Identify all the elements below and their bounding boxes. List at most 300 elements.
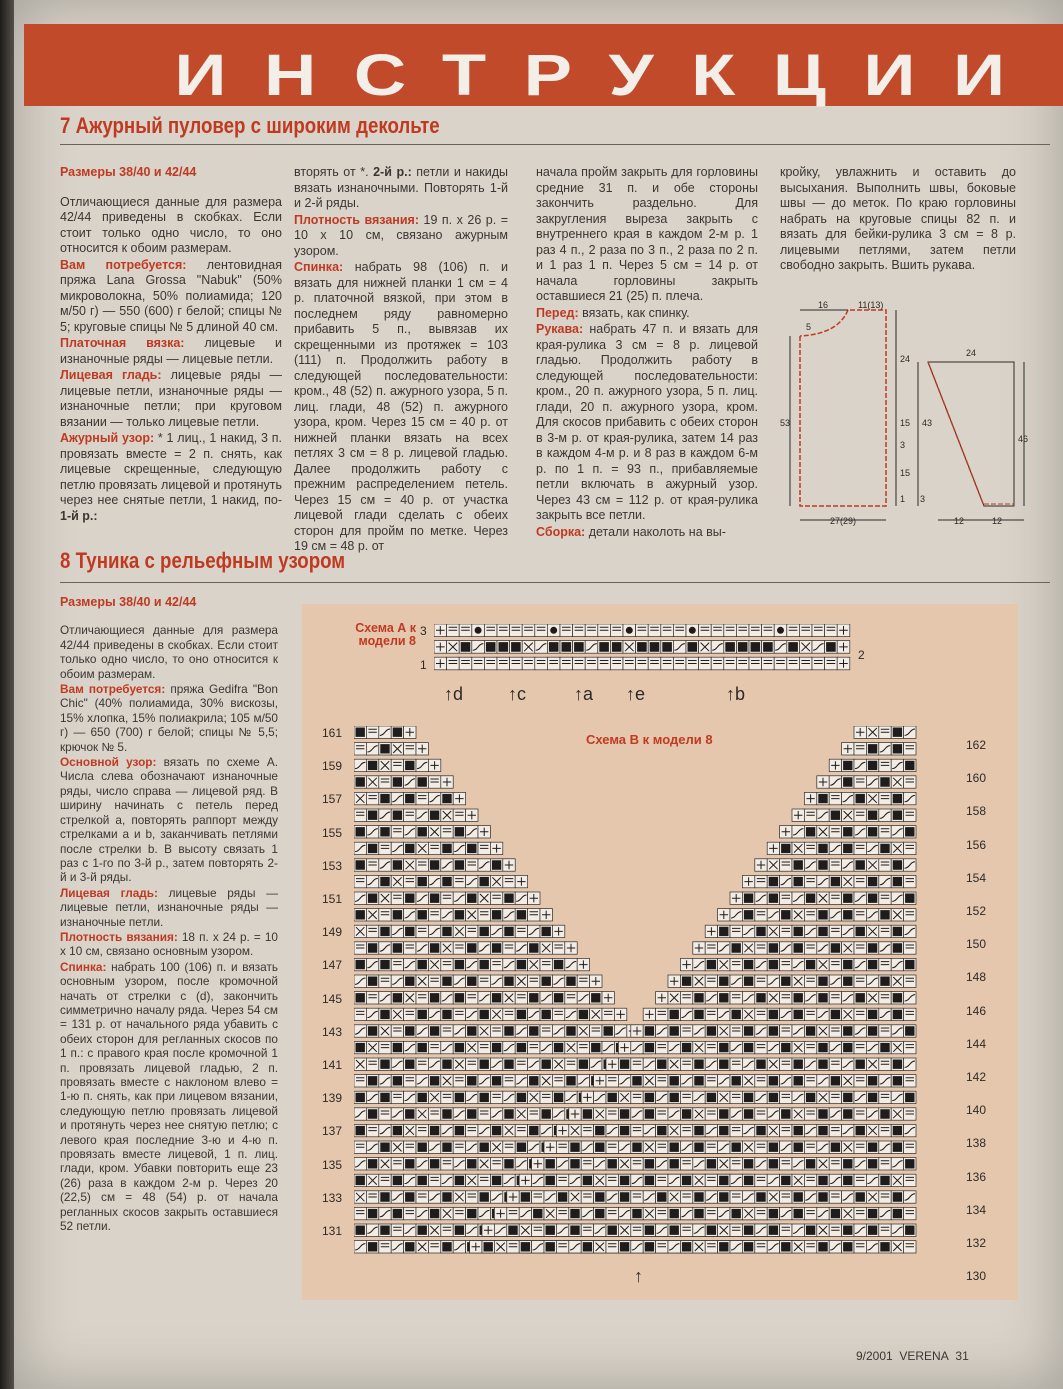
chart-symbol xyxy=(831,1209,839,1217)
chart-symbol xyxy=(893,1209,901,1217)
chart-symbol xyxy=(819,794,827,802)
chart-symbol xyxy=(356,960,364,968)
sizes-heading: Размеры 38/40 и 42/44 xyxy=(60,595,197,609)
chart-symbol xyxy=(443,927,451,935)
chart-symbol xyxy=(356,911,364,919)
chart-symbol xyxy=(418,911,426,919)
chart-symbol xyxy=(443,1010,451,1018)
chart-symbol xyxy=(393,911,401,919)
chart-symbol xyxy=(406,794,414,802)
chart-symbol xyxy=(567,1077,575,1085)
chart-symbol xyxy=(443,1193,451,1201)
chart-symbol xyxy=(769,877,777,885)
chart-symbol xyxy=(430,861,438,869)
chart-symbol xyxy=(769,1226,777,1234)
chart-symbol xyxy=(418,1143,426,1151)
chart-symbol xyxy=(806,1160,814,1168)
chart-symbol xyxy=(695,1193,703,1201)
chart-symbol xyxy=(868,745,876,753)
chart-symbol xyxy=(906,1160,914,1168)
chart-symbol xyxy=(751,643,760,652)
chart-symbol xyxy=(455,1126,463,1134)
chart-symbol xyxy=(381,828,389,836)
chart-symbol xyxy=(670,1226,678,1234)
chart-symbol xyxy=(542,1010,550,1018)
section7-column-3 xyxy=(536,165,758,541)
paragraph xyxy=(780,165,1016,274)
chart-symbol xyxy=(430,1027,438,1035)
chart-symbol xyxy=(893,994,901,1002)
chart-symbol xyxy=(893,927,901,935)
chart-symbol xyxy=(534,1209,542,1217)
chart-symbol xyxy=(517,1143,525,1151)
chart-symbol xyxy=(819,1243,827,1251)
chart-symbol xyxy=(600,643,609,652)
chart-symbol xyxy=(430,1077,438,1085)
row-number: 133 xyxy=(322,1190,343,1205)
chart-symbol xyxy=(583,1110,591,1118)
chart-symbol xyxy=(744,1176,752,1184)
sleeve-top: 24 xyxy=(966,348,977,358)
paragraph-text: 18 п. х 24 р. = 10 х 10 см, связано основным узором. xyxy=(60,929,278,959)
arrow-e: ↑e xyxy=(626,684,646,704)
paragraph-text: лицевые и изнаночные ряды — лицевые петли. xyxy=(60,336,282,366)
chart-symbol xyxy=(486,643,495,652)
chart-symbol xyxy=(645,1043,653,1051)
chart-symbol xyxy=(505,1027,513,1035)
arrow-a: ↑a xyxy=(574,684,594,704)
schem-armhole: 24 xyxy=(900,354,911,364)
chart-symbol xyxy=(744,977,752,985)
chart-symbol xyxy=(806,828,814,836)
chart-symbol xyxy=(744,960,752,968)
chart-symbol xyxy=(530,1126,538,1134)
paragraph xyxy=(60,195,282,257)
chart-symbol xyxy=(707,960,715,968)
scheme-a-row-3: 3 xyxy=(420,624,427,638)
chart-symbol xyxy=(443,1060,451,1068)
schem-top-left: 16 xyxy=(818,300,829,310)
row-number: 156 xyxy=(966,837,987,852)
chart-symbol xyxy=(893,745,901,753)
chart-symbol xyxy=(670,1010,678,1018)
chart-symbol xyxy=(430,944,438,952)
chart-symbol xyxy=(856,1193,864,1201)
chart-symbol xyxy=(881,778,889,786)
chart-symbol xyxy=(881,1176,889,1184)
chart-symbol xyxy=(682,1110,690,1118)
chart-symbol xyxy=(707,1027,715,1035)
chart-symbol xyxy=(881,1110,889,1118)
paragraph-text: лентовидная пряжа Lana Grossa "Nabuk" (50% микроволокна, 50% полиамида; 120 м/50 г) — 550 (600) г белой; спицы № 5; круговые спицы № 5 длиной 40 см. xyxy=(60,257,282,334)
chart-symbol xyxy=(381,794,389,802)
chart-symbol xyxy=(868,1027,876,1035)
chart-symbol xyxy=(769,944,777,952)
chart-symbol xyxy=(406,761,414,769)
chart-symbol xyxy=(418,1093,426,1101)
chart-symbol xyxy=(757,1126,765,1134)
paragraph-text: Отличающиеся данные для размера 42/44 приведены в скобках. Если стоит только одно число, то оно относится к обоим размерам. xyxy=(60,623,278,681)
section7-column-1 xyxy=(60,165,282,525)
chart-symbol xyxy=(645,1160,653,1168)
chart-symbol xyxy=(844,1027,852,1035)
chart-symbol xyxy=(455,1043,463,1051)
chart-symbol xyxy=(620,1110,628,1118)
chart-symbol xyxy=(418,877,426,885)
chart-symbol xyxy=(393,944,401,952)
chart-symbol xyxy=(688,643,697,652)
chart-symbol xyxy=(393,778,401,786)
paragraph-heading: Лицевая гладь: xyxy=(60,368,162,382)
scheme-a-row-2: 2 xyxy=(858,648,865,662)
row-number: 147 xyxy=(322,958,343,973)
chart-symbol xyxy=(480,1060,488,1068)
chart-symbol xyxy=(393,994,401,1002)
chart-symbol xyxy=(393,1043,401,1051)
chart-symbol xyxy=(356,778,364,786)
paragraph-text: набрать 47 п. и вязать для края-рулика 3 см = 8 р. лицевой гладью. Продолжить работу в следующей последовательности: кром., 20 п. ажурного узора, 5 п. лиц. глади, 20 п. ажурного узора, кром. Для скосов прибавить с обеих сторон в 3-м р. от края-рулика, затем 14 раз в каждом 4-м р. и 8 раз в каждом 6-м р. по 1 п. = 93 п., прибавляемые петли включать в ажурный узор. Через 43 см = 112 р. от края-рулика закрыть все петли. xyxy=(536,322,758,522)
row-number: 139 xyxy=(322,1091,343,1106)
chart-symbol xyxy=(856,794,864,802)
chart-symbol xyxy=(620,1060,628,1068)
chart-symbol xyxy=(782,1110,790,1118)
chart-symbol xyxy=(868,944,876,952)
paragraph-text: вязать, как спинку. xyxy=(578,305,690,320)
chart-symbol xyxy=(794,1126,802,1134)
chart-symbol xyxy=(868,1093,876,1101)
chart-symbol xyxy=(517,911,525,919)
chart-symbol xyxy=(856,861,864,869)
chart-symbol xyxy=(430,1160,438,1168)
chart-symbol xyxy=(368,1077,376,1085)
chart-symbol xyxy=(769,960,777,968)
row-number: 138 xyxy=(966,1136,987,1151)
chart-symbol xyxy=(827,643,836,652)
section7-rule xyxy=(60,144,1050,145)
chart-symbol xyxy=(720,1176,728,1184)
paragraph xyxy=(536,525,758,541)
paragraph xyxy=(294,165,508,212)
chart-symbol xyxy=(893,861,901,869)
paragraph-text: набрать 98 (106) п. и вязать для нижней планки 1 см = 4 р. платочной вязкой, при этом в последнем ряду равномерно прибавить 5 п., вывязав их скрещенными из протяжек = 103 (111) п. Продолжить работу в следующей последовательности: кром., 48 (52) п. ажурного узора, 5 п. лиц. глади, 48 (52) п. ажурного узора, кром. Через 15 см = 40 р. от нижней планки вязать на всех петлях 3 см = 8 р. лицевой гладью. Далее продолжить работу с прежним распределением петель. Через 15 см = 40 р. от участка лицевой глади сделать с обеих сторон для пройм по метке. Через 19 см = 48 р. от xyxy=(294,260,508,553)
chart-symbol xyxy=(393,1176,401,1184)
chart-symbol xyxy=(819,994,827,1002)
chart-symbol xyxy=(868,828,876,836)
paragraph-bold: 2-й р.: xyxy=(373,165,412,179)
chart-symbol xyxy=(881,1243,889,1251)
chart-symbol xyxy=(418,1176,426,1184)
chart-symbol xyxy=(906,761,914,769)
chart-symbol xyxy=(794,877,802,885)
chart-symbol xyxy=(831,877,839,885)
chart-symbol xyxy=(546,1243,554,1251)
chart-symbol xyxy=(906,828,914,836)
chart-symbol xyxy=(406,1193,414,1201)
chart-symbol xyxy=(558,1193,566,1201)
chart-symbol xyxy=(757,927,765,935)
chart-symbol xyxy=(819,927,827,935)
chart-symbol xyxy=(732,1143,740,1151)
chart-symbol xyxy=(492,1176,500,1184)
chart-symbol xyxy=(406,844,414,852)
chart-symbol xyxy=(517,1010,525,1018)
chart-symbol xyxy=(732,1209,740,1217)
chart-symbol xyxy=(418,1043,426,1051)
chart-symbol xyxy=(868,894,876,902)
chart-symbol xyxy=(844,894,852,902)
chart-symbol xyxy=(468,1027,476,1035)
schem-neck: 5 xyxy=(806,322,812,332)
paragraph xyxy=(294,260,508,555)
chart-symbol xyxy=(567,1027,575,1035)
chart-symbol xyxy=(806,960,814,968)
chart-symbol xyxy=(406,1027,414,1035)
chart-symbol xyxy=(794,861,802,869)
chart-symbol xyxy=(720,977,728,985)
chart-symbol xyxy=(720,994,728,1002)
paragraph-heading: Перед: xyxy=(536,305,579,320)
chart-symbol xyxy=(368,1027,376,1035)
chart-symbol xyxy=(484,1243,492,1251)
chart-symbol xyxy=(645,1243,653,1251)
chart-symbol xyxy=(406,1243,414,1251)
paragraph-text: кройку, увлажнить и оставить до высыхания. Выполнить швы, боковые швы — до меток. По краю горловины набрать на круговые спицы 82 п. и вязать для бейки-рулика 3 см = 8 р. лицевыми петлями, затем петли свободно закрыть. Вшить рукава. xyxy=(780,165,1016,272)
chart-symbol xyxy=(881,844,889,852)
chart-symbol xyxy=(794,1060,802,1068)
chart-symbol xyxy=(468,894,476,902)
chart-symbol xyxy=(720,1243,728,1251)
chart-symbol xyxy=(571,1143,579,1151)
row-number: 152 xyxy=(966,904,987,918)
chart-symbol xyxy=(505,1060,513,1068)
chart-symbol xyxy=(356,994,364,1002)
schem-bottom-mark: 1 xyxy=(900,494,906,504)
chart-symbol xyxy=(430,994,438,1002)
chart-symbol xyxy=(492,944,500,952)
row-number: 161 xyxy=(322,726,343,740)
chart-symbol xyxy=(844,1176,852,1184)
chart-symbol xyxy=(356,728,364,736)
row-number: 153 xyxy=(322,858,343,873)
paragraph-heading: Спинка: xyxy=(60,959,107,974)
chart-symbol xyxy=(844,844,852,852)
chart-symbol xyxy=(381,960,389,968)
chart-symbol xyxy=(608,1160,616,1168)
chart-symbol xyxy=(492,994,500,1002)
chart-symbol xyxy=(393,861,401,869)
chart-symbol xyxy=(782,1043,790,1051)
chart-symbol xyxy=(381,1193,389,1201)
row-number: 137 xyxy=(322,1124,343,1139)
chart-symbol xyxy=(831,811,839,819)
chart-symbol xyxy=(695,994,703,1002)
chart-symbol xyxy=(893,1077,901,1085)
chart-symbol xyxy=(443,1110,451,1118)
chart-symbol xyxy=(695,1060,703,1068)
chart-symbol xyxy=(505,894,513,902)
paragraph-heading: Ажурный узор: xyxy=(60,431,155,445)
chart-symbol xyxy=(406,1110,414,1118)
paragraph-text: 19 п. х 26 р. = 10 х 10 см, связано ажурным узором. xyxy=(294,212,508,258)
paragraph-heading: Вам потребуется: xyxy=(60,257,187,272)
chart-symbol xyxy=(356,861,364,869)
paragraph-text: вязать по схеме А. Числа слева обозначают изнаночные ряды, число справа — лицевой ряд. В ширину начинать с петель перед стрелкой a, повторять раппорт между стрелками a и b, заканчивать петлями после стрелки b. В высоту связать 1 раз с 1-го по 3-й р., затем повторять 2-й и 3-й ряды. xyxy=(60,755,278,885)
chart-symbol xyxy=(468,944,476,952)
chart-symbol xyxy=(406,1160,414,1168)
chart-symbol xyxy=(720,1110,728,1118)
chart-symbol xyxy=(418,960,426,968)
chart-symbol xyxy=(381,927,389,935)
chart-symbol xyxy=(906,1027,914,1035)
chart-symbol xyxy=(604,1027,612,1035)
chart-symbol xyxy=(418,828,426,836)
row-number: 162 xyxy=(966,738,987,752)
chart-symbol xyxy=(645,1176,653,1184)
chart-symbol xyxy=(554,994,562,1002)
chart-symbol xyxy=(368,761,376,769)
chart-symbol xyxy=(769,1077,777,1085)
chart-symbol xyxy=(844,1043,852,1051)
chart-symbol xyxy=(782,1243,790,1251)
chart-symbol xyxy=(893,1010,901,1018)
chart-symbol xyxy=(455,960,463,968)
chart-symbol xyxy=(612,643,621,652)
section8-title: 8 Туника с рельефным узором xyxy=(60,548,346,573)
chart-symbol xyxy=(455,828,463,836)
paragraph xyxy=(294,213,508,260)
chart-symbol xyxy=(480,877,488,885)
section7-column-2 xyxy=(294,165,508,556)
chart-symbol xyxy=(794,1143,802,1151)
paragraph xyxy=(60,682,278,754)
chart-symbol xyxy=(455,994,463,1002)
chart-symbol xyxy=(732,944,740,952)
chart-symbol xyxy=(521,1243,529,1251)
paragraph xyxy=(60,258,282,336)
magazine-page xyxy=(14,0,1063,1389)
chart-symbol xyxy=(893,794,901,802)
footer-issue: 9/2001 xyxy=(856,1349,893,1363)
schem-mid: 15 xyxy=(900,418,911,428)
chart-symbol xyxy=(368,811,376,819)
chart-symbol xyxy=(608,1226,616,1234)
chart-symbol xyxy=(381,1060,389,1068)
chart-symbol xyxy=(794,944,802,952)
chart-symbol xyxy=(492,1126,500,1134)
chart-symbol xyxy=(707,1160,715,1168)
scheme-b-grid xyxy=(354,726,964,1274)
chart-symbol xyxy=(906,1226,914,1234)
chart-symbol xyxy=(443,877,451,885)
chart-symbol xyxy=(819,1126,827,1134)
section8-column-1 xyxy=(60,595,278,1234)
chart-symbol xyxy=(455,1176,463,1184)
row-number: 143 xyxy=(322,1024,343,1039)
chart-symbol xyxy=(744,1110,752,1118)
chart-symbol xyxy=(906,894,914,902)
chart-symbol xyxy=(368,944,376,952)
row-number: 149 xyxy=(322,925,343,940)
chart-symbol xyxy=(906,1093,914,1101)
chart-symbol xyxy=(492,1043,500,1051)
chart-symbol xyxy=(579,1060,587,1068)
row-number: 142 xyxy=(966,1070,987,1084)
chart-symbol xyxy=(819,911,827,919)
chart-symbol xyxy=(368,1243,376,1251)
chart-symbol xyxy=(658,1060,666,1068)
chart-symbol xyxy=(819,844,827,852)
paragraph-heading: Основной узор: xyxy=(60,755,157,770)
chart-symbol xyxy=(480,1093,488,1101)
row-number: 158 xyxy=(966,804,987,819)
chart-symbol xyxy=(794,994,802,1002)
chart-symbol xyxy=(608,1093,616,1101)
paragraph-text: пряжа Gedifra "Bon Chic" (40% полиамида, 30% вискозы, 15% хлопка, 15% полиакрила; 105 м/50 г) — 650 (700) г белой; спицы № 5,5; крючок № 5. xyxy=(60,682,278,754)
chart-symbol xyxy=(381,1226,389,1234)
chart-symbol xyxy=(542,927,550,935)
chart-symbol xyxy=(480,1143,488,1151)
chart-symbol xyxy=(530,944,538,952)
chart-symbol xyxy=(720,1060,728,1068)
chart-symbol xyxy=(546,1160,554,1168)
chart-symbol xyxy=(430,1209,438,1217)
chart-symbol xyxy=(645,1093,653,1101)
chart-symbol xyxy=(455,861,463,869)
row-number: 136 xyxy=(966,1169,987,1184)
footer xyxy=(856,1349,969,1363)
chart-symbol xyxy=(443,794,451,802)
chart-symbol xyxy=(744,1226,752,1234)
row-number: 144 xyxy=(966,1036,987,1051)
row-number: 141 xyxy=(322,1058,343,1072)
paragraph-text: петли и накиды вязать изнаночными. Повторять 1-й и 2-й ряды. xyxy=(294,165,508,210)
chart-symbol xyxy=(744,911,752,919)
knitting-charts xyxy=(302,604,1018,1300)
chart-symbol xyxy=(406,977,414,985)
chart-symbol xyxy=(794,1077,802,1085)
chart-symbol xyxy=(356,828,364,836)
chart-symbol xyxy=(868,1010,876,1018)
chart-symbol xyxy=(530,1077,538,1085)
chart-symbol xyxy=(505,1110,513,1118)
chart-symbol xyxy=(530,994,538,1002)
chart-symbol xyxy=(782,977,790,985)
chart-symbol xyxy=(868,877,876,885)
chart-symbol xyxy=(633,1143,641,1151)
chart-symbol xyxy=(720,927,728,935)
chart-symbol xyxy=(480,927,488,935)
chart-symbol xyxy=(492,861,500,869)
chart-symbol xyxy=(551,627,557,633)
paragraph-heading: Плотность вязания: xyxy=(60,929,178,944)
sleeve-mark: 3 xyxy=(920,494,926,504)
chart-symbol xyxy=(499,643,508,652)
chart-symbol xyxy=(806,894,814,902)
chart-symbol xyxy=(393,811,401,819)
chart-symbol xyxy=(744,1043,752,1051)
chart-symbol xyxy=(806,1093,814,1101)
chart-symbol xyxy=(368,977,376,985)
chart-symbol xyxy=(554,1043,562,1051)
chart-symbol xyxy=(455,1093,463,1101)
paragraph xyxy=(60,886,278,929)
chart-symbol xyxy=(782,911,790,919)
chart-symbol xyxy=(596,1143,604,1151)
paragraph-text: Отличающиеся данные для размера 42/44 приведены в скобках. Если стоит только одно число, то оно относится к обоим размерам. xyxy=(60,194,282,255)
paragraph-text: * 1 лиц., 1 накид, 3 п. провязать вместе = 2 п. снять, как лицевые скрещенные, следующую петлю провязать лицевой и протянуть через нее снятые петли, 1 накид, по- xyxy=(60,431,282,507)
paragraph xyxy=(60,431,282,524)
chart-symbol xyxy=(381,1010,389,1018)
